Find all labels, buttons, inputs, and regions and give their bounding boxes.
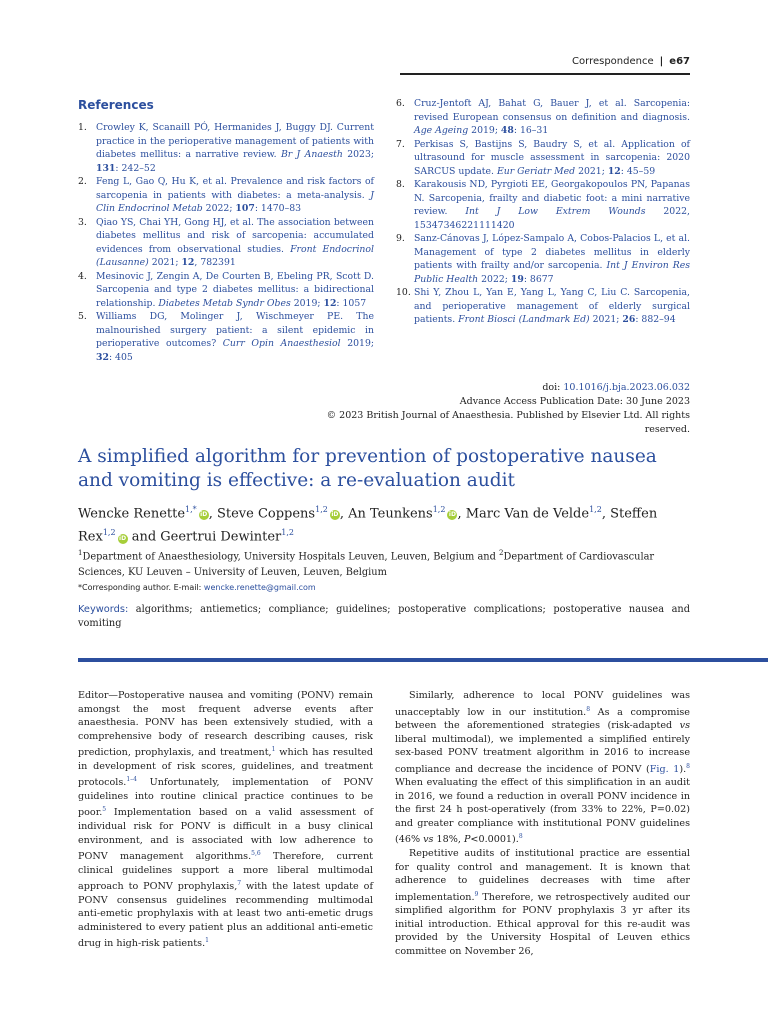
corresponding-label: *Corresponding author. E-mail:: [78, 583, 204, 592]
reference-pages: : 16–31: [513, 125, 549, 136]
author-name: Geertrui Dewinter: [160, 529, 282, 545]
reference-text: Qiao YS, Chai YH, Gong HJ, et al. The association between diabetes mellitus and risk of sarcopenia: accumulated evidences from observational studies.: [96, 216, 374, 255]
body-paragraph: [395, 847, 690, 958]
reference-volume: 12: [607, 165, 621, 177]
author-list: [78, 500, 693, 547]
body-text: liberal multimodal), we implemented a simplified entirely sex-based PONV treatment algorithm in 2016 to increase compliance and decrease the incidence of PONV (: [395, 733, 690, 775]
reference-pages: 15347346221111420: [414, 219, 515, 231]
reference-item: [78, 121, 374, 175]
reference-year: 2022,: [645, 206, 690, 217]
reference-item: [396, 138, 690, 179]
orcid-icon[interactable]: iD: [331, 511, 339, 519]
reference-item: [78, 216, 374, 270]
body-text: Repetitive audits of institutional practice are essential for quality control and management. It is known that adherence to guidelines decreases with time after implementation.: [395, 848, 690, 903]
body-column-right: [395, 689, 690, 958]
reference-year: 2021;: [148, 257, 182, 268]
reference-number: 10.: [396, 287, 411, 298]
reference-pages: , 782391: [194, 257, 236, 268]
reference-year: 2019;: [340, 338, 375, 349]
citation-marker[interactable]: 9: [474, 890, 479, 898]
figure-link[interactable]: Fig. 1: [649, 763, 680, 775]
reference-text: Williams DG, Molinger J, Wischmeyer PE. The malnourished surgery patient: a silent epidemic in perioperative outcomes?: [96, 311, 374, 349]
reference-journal: Int J Low Extrem Wounds: [465, 206, 646, 217]
references-heading: References: [78, 98, 154, 112]
reference-journal: Int J Environ Res Public Health: [414, 260, 690, 285]
reference-number: 7.: [396, 138, 405, 150]
body-column-left: [78, 689, 373, 951]
reference-text: Mesinovic J, Zengin A, De Courten B, Ebeling PR, Scott D. Sarcopenia and type 2 diabetes mellitus: a bidirectional relationship.: [96, 270, 374, 309]
corresponding-author: [78, 583, 693, 592]
reference-text: Feng L, Gao Q, Hu K, et al. Prevalence and risk factors of sarcopenia in patients with diabetes: a meta-analysis.: [96, 176, 374, 201]
reference-year: 2021;: [575, 165, 608, 177]
body-text: with the latest update of PONV consensus guidelines recommending multimodal anti-emetic prophylaxis with at least two anti-emetic drugs administered to every patient plus an additional anti-emetic drug in high-risk patients.: [78, 881, 373, 950]
reference-year: 2021;: [589, 314, 623, 325]
keywords-label: Keywords:: [78, 604, 129, 615]
affiliation-2: Department of Cardiovascular Sciences, KU Leuven – University of Leuven, Leuven, Belgium: [78, 551, 655, 579]
body-text: When evaluating the effect of this simplification in an audit in 2016, we found a reduction in overall PONV incidence in the first 24 h post-operatively (from 33% to 22%, P=0.02) and greater compliance with institutional PONV guidelines (46%: [395, 777, 690, 846]
reference-number: 8.: [396, 179, 405, 190]
reference-number: 4.: [78, 270, 87, 282]
reference-volume: 32: [96, 351, 109, 363]
citation-marker[interactable]: 1: [271, 746, 276, 753]
body-text: which has resulted in development of risk scores, guidelines, and treatment protocols.: [78, 747, 373, 789]
article-title: A simplified algorithm for prevention of postoperative nausea and vomiting is effective: a re-evaluation audit: [78, 446, 657, 491]
orcid-icon[interactable]: iD: [448, 511, 456, 519]
author-affiliation-marker: 1,2: [102, 528, 116, 538]
reference-number: 5.: [78, 311, 87, 322]
reference-year: 2023;: [342, 149, 374, 160]
reference-volume: 12: [323, 297, 337, 309]
reference-item: [396, 97, 690, 138]
doi-block: [300, 381, 690, 437]
reference-number: 1.: [78, 122, 87, 133]
header-rule: [400, 73, 690, 75]
author-separator: ,: [339, 506, 349, 522]
reference-item: [78, 310, 374, 364]
reference-number: 3.: [78, 216, 87, 228]
author-separator: ,: [601, 506, 611, 522]
reference-volume: 107: [235, 203, 255, 214]
affiliation-marker-2: 2: [499, 549, 504, 557]
body-text: As a compromise between the aforementioned strategies (risk-adapted: [395, 706, 690, 732]
reference-journal: J Clin Endocrinol Metab: [96, 189, 374, 214]
header-separator: |: [659, 56, 664, 67]
author-name: Steve Coppens: [216, 506, 316, 522]
body-text: Editor—Postoperative nausea and vomiting (PONV) remain amongst the most frequent adverse events after anaesthesia. PONV has been extensively studied, with a comprehensive body of research describing causes, risk prediction, prophylaxis, and treatment,: [78, 690, 373, 759]
keywords-text: algorithms; antiemetics; compliance; guidelines; postoperative complications; postoperative nausea and vomiting: [78, 604, 690, 629]
reference-pages: : 8677: [523, 273, 554, 285]
author-affiliation-marker: 1,2: [432, 505, 446, 514]
italic-text: vs: [679, 720, 690, 732]
reference-text: Crowley K, Scanaill PÓ, Hermanides J, Buggy DJ. Current practice in the perioperative management of patients with diabetes mellitus: a narrative review.: [96, 122, 374, 160]
reference-number: 2.: [78, 176, 87, 187]
section-label: Correspondence: [572, 56, 654, 67]
corresponding-email-link[interactable]: wencke.renette@gmail.com: [203, 583, 316, 592]
author-separator: and: [127, 529, 161, 545]
author-affiliation-marker: 1,2: [315, 505, 328, 514]
body-text: 18%,: [433, 834, 464, 846]
reference-item: [396, 232, 690, 286]
reference-item: [396, 178, 690, 232]
reference-pages: : 405: [108, 351, 133, 363]
affiliations: [78, 545, 693, 581]
reference-pages: : 242–52: [115, 162, 156, 174]
affiliation-marker-1: 1: [78, 549, 83, 557]
author-affiliation-marker: 1,*: [185, 505, 197, 514]
reference-item: [78, 270, 374, 311]
reference-year: 2022;: [478, 273, 511, 285]
body-text: Unfortunately, implementation of PONV guidelines into routine clinical practice continues to be poor.: [78, 777, 373, 819]
keywords: [78, 603, 690, 631]
author-affiliation-marker: 1,2: [589, 505, 602, 514]
reference-pages: : 45–59: [620, 165, 656, 177]
citation-marker[interactable]: 8: [518, 833, 523, 841]
references-list-right: [396, 97, 690, 327]
body-text: Similarly, adherence to local PONV guidelines was unacceptably low in our institution.: [395, 690, 690, 718]
reference-journal: Age Ageing: [414, 125, 469, 136]
citation-marker[interactable]: 8: [586, 705, 591, 713]
reference-pages: : 1470–83: [254, 203, 302, 214]
running-header: [400, 56, 690, 67]
references-list-left: [78, 121, 374, 364]
reference-pages: : 882–94: [635, 314, 676, 325]
reference-year: 2019;: [468, 125, 501, 136]
reference-number: 6.: [396, 98, 405, 109]
body-paragraph: [395, 689, 690, 847]
body-text: <0.0001).: [470, 834, 519, 846]
reference-text: Sanz-Cánovas J, López-Sampalo A, Cobos-Palacios L, et al. Management of type 2 diabetes mellitus in elderly patients with frailty and/or sarcopenia.: [414, 233, 690, 271]
author-separator: ,: [208, 506, 217, 522]
body-text: Implementation based on a valid assessment of individual risk for PONV is difficult in a busy clinical environment, and is associated with low adherence to PONV management algorithms.: [78, 807, 373, 863]
section-divider: [78, 658, 768, 662]
doi-label: doi:: [542, 382, 564, 393]
reference-year: 2019;: [290, 297, 324, 309]
author-name: Wencke Renette: [78, 506, 186, 522]
reference-journal: Curr Opin Anaesthesiol: [222, 338, 341, 349]
body-text: Therefore, current clinical guidelines support a more liberal multimodal approach to PONV prophylaxis,: [78, 851, 373, 893]
page-number: e67: [669, 56, 690, 67]
italic-text: vs: [423, 834, 434, 846]
reference-journal: Br J Anaesth: [280, 149, 343, 160]
reference-volume: 19: [510, 273, 524, 285]
orcid-icon[interactable]: iD: [200, 511, 208, 519]
reference-journal: Diabetes Metab Syndr Obes: [158, 297, 291, 309]
citation-marker[interactable]: 8: [686, 762, 690, 770]
reference-volume: 131: [96, 162, 116, 174]
italic-text: P: [463, 834, 471, 846]
reference-item: [78, 175, 374, 216]
reference-journal: Front Biosci (Landmark Ed): [458, 314, 590, 325]
reference-volume: 12: [181, 257, 195, 268]
affiliation-1: Department of Anaesthesiology, University Hospitals Leuven, Leuven, Belgium and: [82, 551, 499, 563]
orcid-icon[interactable]: iD: [119, 534, 127, 542]
reference-text: Karakousis ND, Pyrgioti EE, Georgakopoulos PN, Papanas N. Sarcopenia, frailty and diabetic foot: a mini narrative review.: [414, 179, 690, 217]
reference-year: 2022;: [202, 203, 236, 214]
copyright-line: © 2023 British Journal of Anaesthesia. Published by Elsevier Ltd. All rights reserved.: [326, 410, 690, 435]
reference-volume: 48: [500, 125, 514, 136]
reference-text: Shi Y, Zhou L, Yan E, Yang L, Yang C, Liu C. Sarcopenia, and perioperative management of elderly surgical patients.: [414, 287, 690, 325]
reference-pages: : 1057: [336, 297, 367, 309]
citation-marker[interactable]: 5,6: [251, 850, 261, 858]
reference-text: Perkisas S, Bastijns S, Baudry S, et al. Application of ultrasound for muscle assessment in sarcopenia: 2020 SARCUS update.: [414, 138, 690, 177]
reference-number: 9.: [396, 233, 405, 244]
body-text: ).: [679, 763, 687, 775]
reference-item: [396, 286, 690, 327]
author-affiliation-marker: 1,2: [281, 528, 295, 538]
body-paragraph: [78, 689, 373, 951]
author-name: Steffen Rex: [78, 506, 658, 545]
author-name: An Teunkens: [348, 506, 433, 522]
reference-journal: Eur Geriatr Med: [496, 165, 576, 177]
author-separator: ,: [457, 506, 466, 522]
advance-access-date: Advance Access Publication Date: 30 June 2023: [459, 396, 690, 407]
reference-text: Cruz-Jentoft AJ, Bahat G, Bauer J, et al. Sarcopenia: revised European consensus on definition and diagnosis.: [414, 98, 690, 123]
doi-link[interactable]: 10.1016/j.bja.2023.06.032: [563, 382, 690, 393]
reference-journal: Front Endocrinol (Lausanne): [96, 243, 374, 268]
citation-marker[interactable]: 7: [237, 880, 242, 888]
reference-volume: 26: [622, 314, 636, 325]
citation-marker[interactable]: 1–4: [126, 776, 137, 784]
author-name: Marc Van de Velde: [465, 506, 590, 522]
citation-marker[interactable]: 1: [205, 937, 209, 945]
body-text: Therefore, we retrospectively audited our simplified algorithm for PONV prophylaxis 3 yr after its initial introduction. Ethical approval for this re-audit was provided by the University Hospital of Leuven ethics committee on November 26,: [395, 891, 690, 957]
citation-marker[interactable]: 5: [102, 806, 107, 814]
